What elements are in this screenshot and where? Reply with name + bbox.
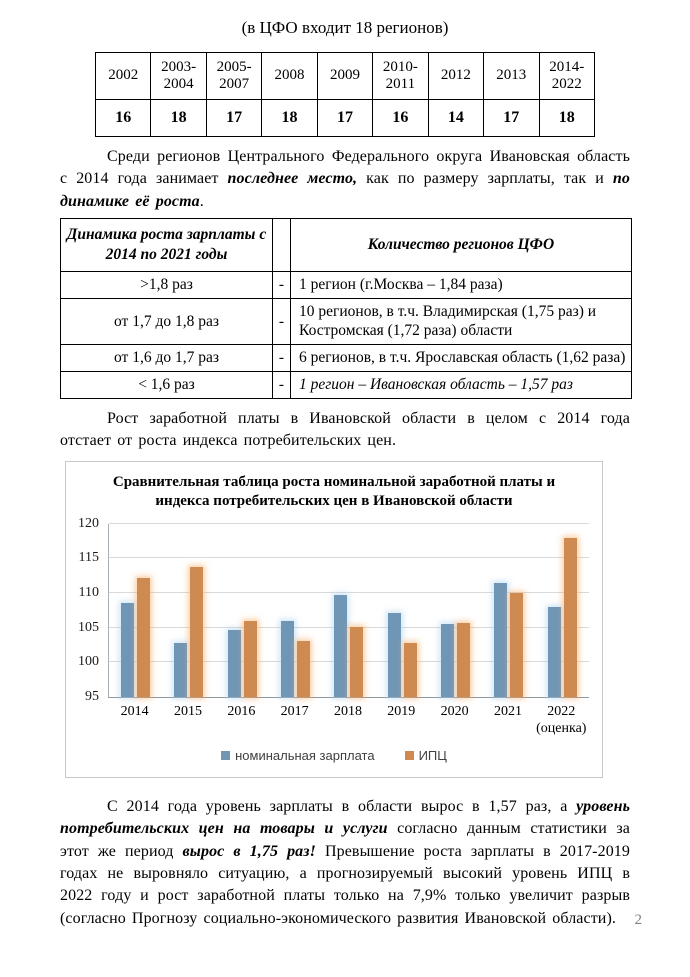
table-row — [61, 271, 632, 298]
bar-cpi — [297, 641, 310, 696]
table-row — [61, 372, 632, 399]
plot-area — [108, 524, 589, 698]
x-category-label: 2022 (оценка) — [536, 703, 587, 737]
bar-group — [376, 524, 429, 697]
region-count-cell: 17 — [484, 100, 539, 137]
year-header-cell: 2009 — [317, 53, 372, 100]
table-row — [61, 345, 632, 372]
y-tick-label: 105 — [78, 619, 99, 635]
paragraph-run: как по размеру зарплаты, так и — [357, 170, 613, 188]
y-tick-label: 95 — [85, 688, 99, 704]
bar-cpi — [404, 643, 417, 697]
x-category-label: 2020 — [440, 703, 469, 719]
bar-cpi — [137, 578, 150, 697]
paragraph-run: Среди регионов Центрального Федерального округа Ивановская область с 2014 года занимает — [60, 148, 630, 188]
header-note: (в ЦФО входит 18 регионов) — [241, 18, 449, 37]
region-count-cell: 14 — [428, 100, 483, 137]
year-header-cell: 2010-2011 — [373, 53, 428, 100]
paragraph-run-emphasis: уровень потребительских цен на товары и услуги — [60, 797, 630, 838]
table-row — [61, 298, 632, 345]
year-header-row — [96, 53, 595, 100]
bar-cpi — [190, 567, 203, 697]
dash-cell: - — [273, 345, 291, 372]
x-category-label: 2016 — [227, 703, 256, 719]
paragraph-wage-lag: Рост заработной платы в Ивановской области в целом с 2014 года отстает от роста индекса потребительских цен. — [60, 409, 630, 450]
x-category-label: 2018 — [333, 703, 362, 719]
y-tick-label: 120 — [78, 515, 99, 531]
page-number: 2 — [634, 912, 642, 928]
bar-group — [482, 524, 535, 697]
legend-label: ИПЦ — [418, 747, 447, 763]
bar-group — [269, 524, 322, 697]
bar-nominal-wage — [121, 603, 134, 696]
dash-cell: - — [273, 271, 291, 298]
bar-nominal-wage — [548, 607, 561, 696]
bar-group — [216, 524, 269, 697]
paragraph-run: Превышение роста зарплаты в 2017-2019 годах не выровняло ситуацию, а прогнозируемый высокий уровень ИПЦ в 2022 году и рост заработной платы только на 7,9% только увеличит разрыв (согласно Прогнозу социально-экономического развития Ивановской области). — [60, 842, 631, 927]
description-cell: 6 регионов, в т.ч. Ярославская область (1,62 раза) — [291, 345, 632, 372]
paragraph-run-emphasis: вырос в 1,75 раз! — [182, 842, 316, 860]
x-category-note: (оценка) — [536, 721, 587, 737]
bar-cpi — [510, 593, 523, 697]
bar-groups — [109, 524, 589, 697]
chart-title-text: Сравнительная таблица роста номинальной заработной платы и индекса потребительских цен в Ивановской области — [112, 473, 556, 509]
regions-count-table-body — [96, 53, 595, 137]
bar-nominal-wage — [441, 624, 454, 697]
bar-group — [536, 524, 589, 697]
year-header-cell: 2003-2004 — [151, 53, 206, 100]
paragraph-conclusion — [60, 796, 630, 930]
range-cell: от 1,6 до 1,7 раз — [61, 345, 273, 372]
bar-cpi — [564, 538, 577, 697]
bar-nominal-wage — [494, 583, 507, 696]
region-count-cell: 16 — [96, 100, 151, 137]
region-count-cell: 17 — [317, 100, 372, 137]
y-tick-label: 115 — [78, 550, 99, 566]
year-header-cell: 2012 — [428, 53, 483, 100]
legend-label: номинальная зарплата — [235, 747, 375, 763]
bar-nominal-wage — [388, 613, 401, 697]
description-cell: 10 регионов, в т.ч. Владимирская (1,75 раз) и Костромская (1,72 раза) области — [291, 298, 632, 345]
dash-cell: - — [273, 372, 291, 399]
wage-cpi-chart — [65, 461, 603, 778]
header-cell-empty — [273, 219, 291, 272]
bar-group — [109, 524, 162, 697]
bar-cpi — [350, 627, 363, 697]
legend-swatch-icon — [405, 751, 414, 760]
x-category-label: 2017 — [280, 703, 309, 719]
region-count-cell: 18 — [262, 100, 317, 137]
paragraph-run: согласно данным статистики за этот же период — [60, 820, 630, 860]
year-header-cell: 2013 — [484, 53, 539, 100]
chart-title — [66, 473, 602, 511]
chart-legend — [66, 748, 602, 763]
y-tick-label: 100 — [78, 654, 99, 670]
x-axis-labels — [108, 703, 588, 738]
x-category-label: 2021 — [493, 703, 522, 719]
year-header-cell: 2008 — [262, 53, 317, 100]
region-count-cell: 18 — [151, 100, 206, 137]
bar-cpi — [244, 621, 257, 697]
description-cell: 1 регион – Ивановская область – 1,57 раз — [291, 372, 632, 399]
region-count-cell: 18 — [539, 100, 595, 137]
y-tick-label: 110 — [78, 584, 99, 600]
header-cell-regions: Количество регионов ЦФО — [291, 219, 632, 272]
year-header-cell: 2002 — [96, 53, 151, 100]
year-header-cell: 2014-2022 — [539, 53, 595, 100]
paragraph-run: . — [199, 192, 204, 210]
bar-nominal-wage — [174, 643, 187, 697]
region-count-row — [96, 100, 595, 137]
regions-count-table — [95, 52, 595, 137]
bar-nominal-wage — [334, 595, 347, 697]
bar-group — [162, 524, 215, 697]
legend-item — [405, 748, 447, 763]
y-axis — [66, 515, 102, 704]
range-cell: < 1,6 раз — [61, 372, 273, 399]
bar-group — [429, 524, 482, 697]
paragraph-wage-rank — [60, 146, 630, 213]
bar-nominal-wage — [228, 630, 241, 697]
year-header-cell: 2005-2007 — [206, 53, 261, 100]
header-cell-dynamics: Динамика роста зарплаты с 2014 по 2021 годы — [61, 219, 273, 272]
range-cell: от 1,7 до 1,8 раз — [61, 298, 273, 345]
bar-nominal-wage — [281, 621, 294, 697]
table-header-row — [61, 219, 632, 272]
legend-swatch-icon — [221, 751, 230, 760]
description-cell: 1 регион (г.Москва – 1,84 раза) — [291, 271, 632, 298]
region-count-cell: 16 — [373, 100, 428, 137]
paragraph-run-emphasis: последнее место, — [227, 170, 358, 188]
legend-item — [221, 748, 374, 763]
bar-cpi — [457, 623, 470, 697]
dash-cell: - — [273, 298, 291, 345]
wage-dynamics-table — [60, 218, 632, 399]
paragraph-run: С 2014 года уровень зарплаты в области вырос в 1,57 раз, а — [107, 797, 577, 815]
x-category-label: 2014 — [120, 703, 149, 719]
bar-group — [322, 524, 375, 697]
x-category-label: 2015 — [173, 703, 202, 719]
range-cell: >1,8 раз — [61, 271, 273, 298]
x-category-label: 2019 — [387, 703, 416, 719]
wage-dynamics-table-body — [61, 219, 632, 399]
paragraph-run-emphasis: по динамике её роста — [60, 170, 631, 210]
region-count-cell: 17 — [206, 100, 261, 137]
